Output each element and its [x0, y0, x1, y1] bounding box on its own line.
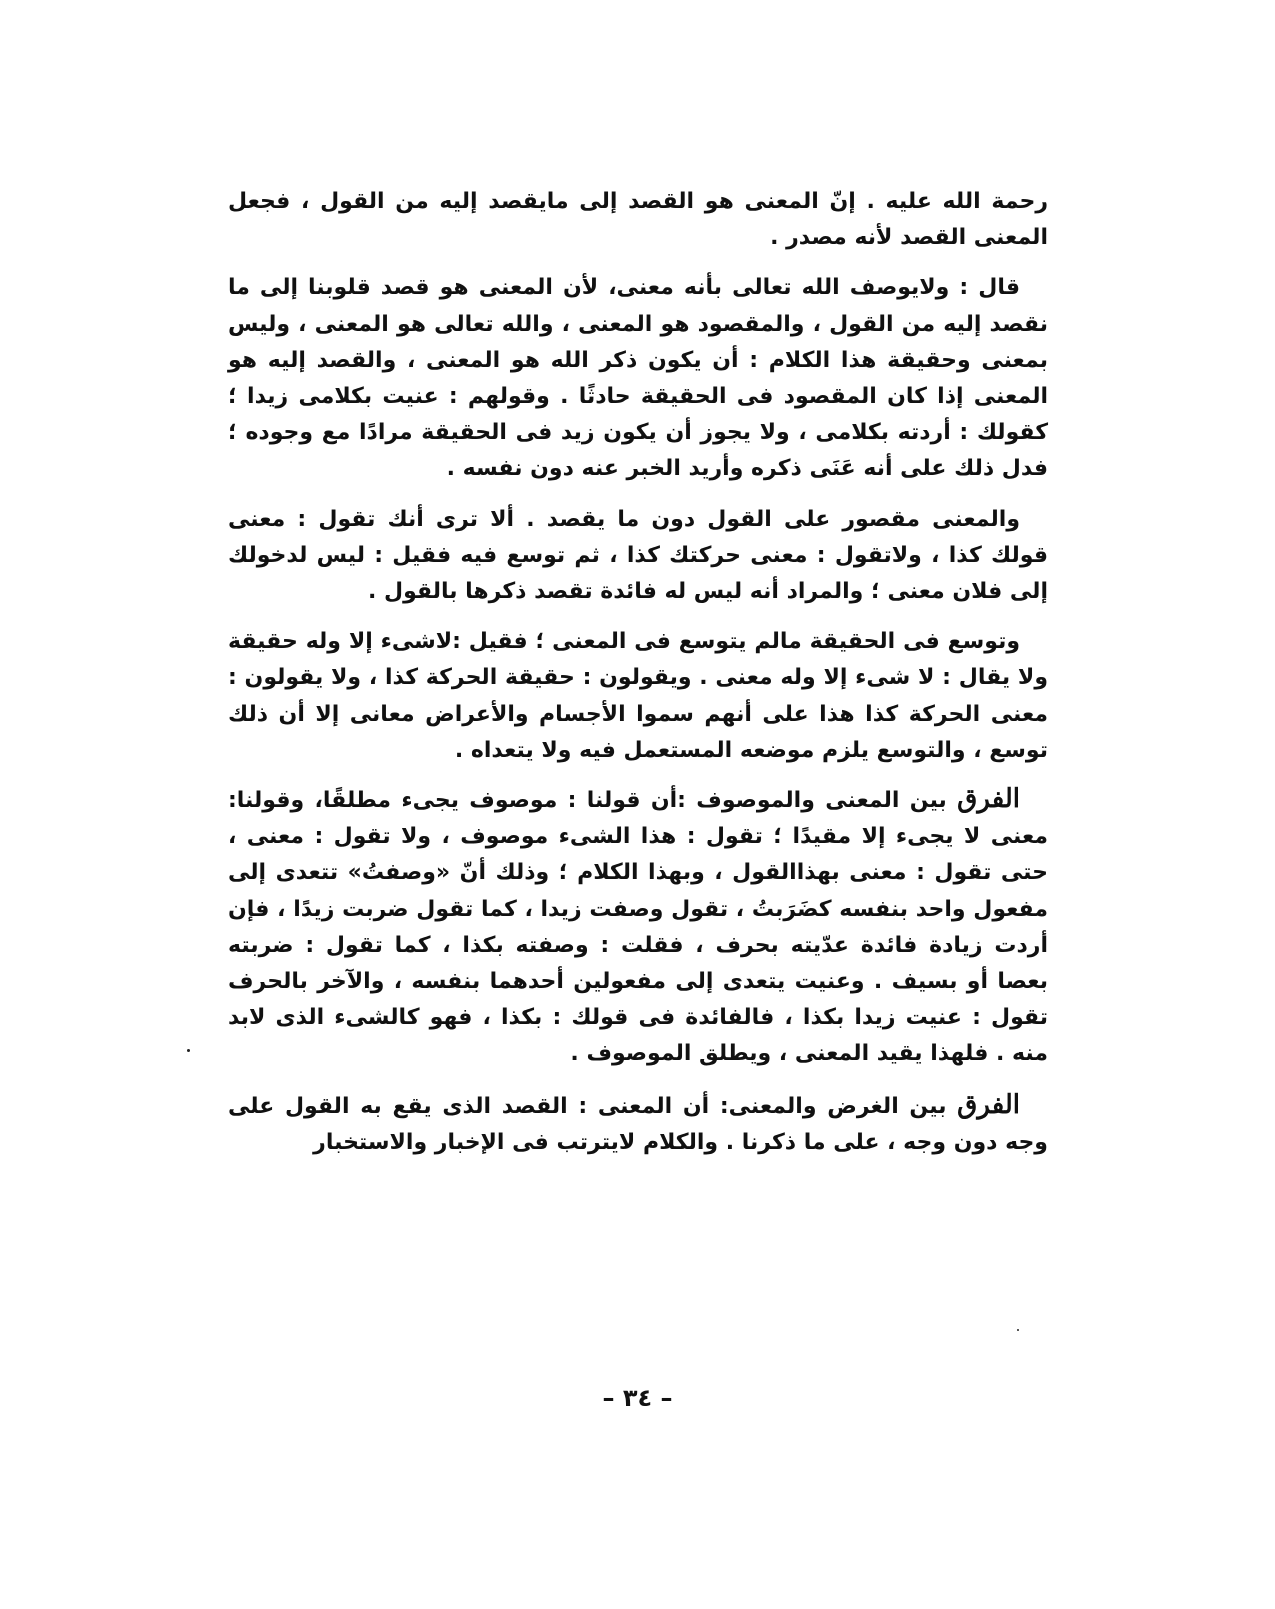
paragraph-4: [228, 624, 1048, 769]
paragraph-1: [228, 184, 1048, 256]
paragraph-3: [228, 502, 1048, 611]
page-number: – ٣٤ –: [602, 1384, 673, 1412]
paragraph-6: [228, 1087, 1048, 1161]
section-heading-word: الفرق: [957, 1089, 1020, 1120]
paragraph-2: [228, 270, 1048, 487]
section-heading-word: الفرق: [957, 784, 1020, 815]
paragraph-6-text: بين الغرض والمعنى: أن المعنى : القصد الذى يقع به القول على وجه دون وجه ، على ما ذكرنا . والكلام لايترتب فى الإخبار والاستخبار: [228, 1093, 1048, 1155]
paragraph-5-text: بين المعنى والموصوف :أن قولنا : موصوف يجىء مطلقًا، وقولنا: معنى لا يجىء إلا مقيدًا ؛ تقول : هذا الشىء موصوف ، ولا تقول : معنى ، حتى تقول : معنى بهذاالقول ، وبهذا الكلام ؛ وذلك أنّ «وصفتُ» تتعدى إلى مفعول واحد بنفسه كضَرَبتُ ، تقول وصفت زيدا ، كما تقول ضربت زيدًا ، فإن أردت زيادة فائدة عدّيته بحرف ، فقلت : وصفته بكذا ، كما تقول : ضربته بعصا أو بسيف . وعنيت يتعدى إلى مفعولين أحدهما بنفسه ، والآخر بالحرف تقول : عنيت زيدا بكذا ، فالفائدة فى قولك : بكذا ، فهو كالشىء الذى لابد منه . فلهذا يقيد المعنى ، ويطلق الموصوف .: [228, 788, 1048, 1067]
paragraph-1-text: رحمة الله عليه . إنّ المعنى هو القصد إلى مايقصد إليه من القول ، فجعل المعنى القصد لأنه مصدر .: [228, 189, 1048, 251]
paragraph-4-text: وتوسع فى الحقيقة مالم يتوسع فى المعنى ؛ فقيل :لاشىء إلا وله حقيقة ولا يقال : لا شىء إلا وله معنى . ويقولون : حقيقة الحركة كذا ، ولا يقولون : معنى الحركة كذا هذا على أنهم سموا الأجسام والأعراض معانى إلا أن ذلك توسع ، والتوسع يلزم موضعه المستعمل فيه ولا يتعداه .: [228, 629, 1048, 763]
scan-speck: [1017, 1329, 1019, 1331]
paragraph-5: [228, 781, 1048, 1073]
paragraph-2-text: ولايوصف الله تعالى بأنه معنى، لأن المعنى هو قصد قلوبنا إلى ما نقصد إليه من القول ، والمقصود هو المعنى ، والله تعالى هو المعنى ، وليس بمعنى وحقيقة هذا الكلام : أن يكون ذكر الله هو المعنى ، والقصد إليه هو المعنى إذا كان المقصود فى الحقيقة حادثًا . وقولهم : عنيت بكلامى زيدا ؛ كقولك : أردته بكلامى ، ولا يجوز أن يكون زيد فى الحقيقة مرادًا مع وجوده ؛ فدل ذلك على أنه عَنَى ذكره وأريد الخبر عنه دون نفسه .: [228, 275, 1048, 482]
paragraph-2-lead: قال :: [959, 275, 1020, 301]
scan-speck: [187, 1049, 190, 1052]
body-text: [228, 184, 1048, 1161]
paragraph-3-text: والمعنى مقصور على القول دون ما يقصد . ألا ترى أنك تقول : معنى قولك كذا ، ولاتقول : معنى حركتك كذا ، ثم توسع فيه فقيل : ليس لدخولك إلى فلان معنى ؛ والمراد أنه ليس له فائدة تقصد ذكرها بالقول .: [228, 506, 1048, 605]
